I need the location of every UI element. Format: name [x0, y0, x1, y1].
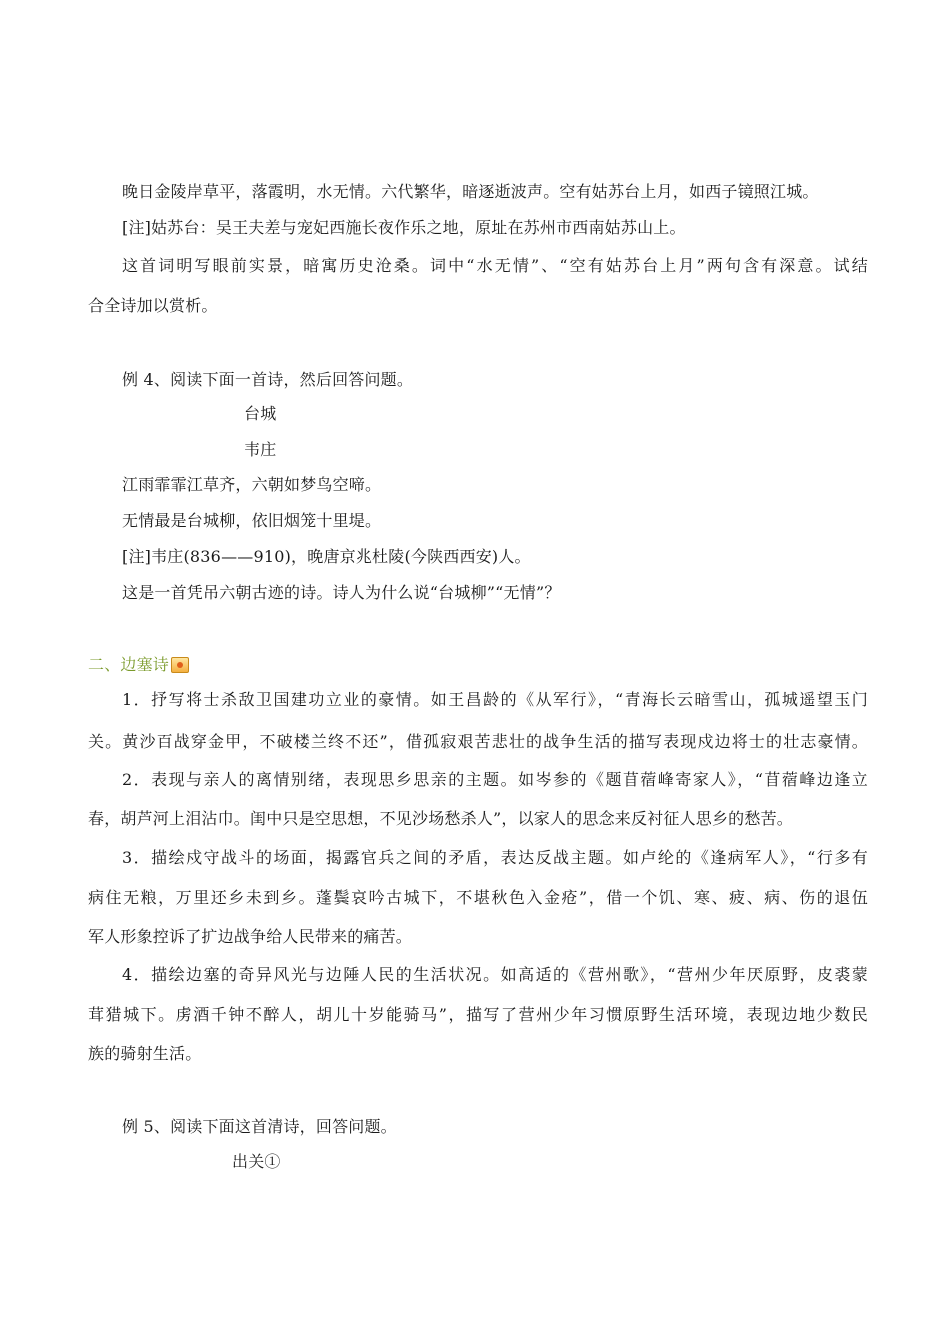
example4-title: 台城	[244, 404, 277, 423]
folder-icon	[171, 657, 189, 673]
item4-line2: 茸猎城下。虏酒千钟不醉人，胡儿十岁能骑马”，描写了营州少年习惯原野生活环境，表现边地少数民	[88, 1005, 868, 1024]
item4-line3: 族的骑射生活。	[88, 1044, 202, 1063]
example4-author: 韦庄	[244, 440, 277, 459]
item2-line1: 2．表现与亲人的离情别绪，表现思乡思亲的主题。如岑参的《题苜蓿峰寄家人》，“苜蓿峰边逢立	[122, 770, 868, 789]
item1-line2: 关。黄沙百战穿金甲，不破楼兰终不还”，借孤寂艰苦悲壮的战争生活的描写表现戍边将士的壮志豪情。	[88, 732, 868, 751]
item3-line1: 3．描绘戍守战斗的场面，揭露官兵之间的矛盾，表达反战主题。如卢纶的《逢病军人》，“行多有	[122, 848, 868, 867]
item2-line2: 春，胡芦河上泪沾巾。闺中只是空思想，不见沙场愁杀人”，以家人的思念来反衬征人思乡的愁苦。	[88, 809, 793, 828]
section-heading	[88, 655, 868, 675]
example4-question: 这是一首凭吊六朝古迹的诗。诗人为什么说“台城柳”“无情”？	[122, 583, 561, 602]
example4-intro: 例 4、阅读下面一首诗，然后回答问题。	[122, 370, 414, 389]
section-heading-text: 二、边塞诗	[88, 655, 170, 674]
example4-verse1: 江雨霏霏江草齐，六朝如梦鸟空啼。	[122, 475, 382, 494]
example5-title: 出关①	[232, 1152, 281, 1171]
poem-text: 晚日金陵岸草平，落霞明，水无情。六代繁华，暗逐逝波声。空有姑苏台上月，如西子镜照江城。	[122, 182, 819, 201]
poem-question-line1: 这首词明写眼前实景，暗寓历史沧桑。词中“水无情”、“空有姑苏台上月”两句含有深意。试结	[122, 256, 868, 275]
poem-note: [注]姑苏台：吴王夫差与宠妃西施长夜作乐之地，原址在苏州市西南姑苏山上。	[122, 218, 686, 237]
item1-line1: 1．抒写将士杀敌卫国建功立业的豪情。如王昌龄的《从军行》，“青海长云暗雪山，孤城遥望玉门	[122, 690, 868, 709]
example4-note: [注]韦庄(836——910)，晚唐京兆杜陵(今陕西西安)人。	[122, 547, 531, 566]
item3-line3: 军人形象控诉了扩边战争给人民带来的痛苦。	[88, 927, 413, 946]
item4-line1: 4．描绘边塞的奇异风光与边陲人民的生活状况。如高适的《营州歌》，“营州少年厌原野，皮裘蒙	[122, 965, 868, 984]
example5-intro: 例 5、阅读下面这首清诗，回答问题。	[122, 1117, 397, 1136]
poem-question-line2: 合全诗加以赏析。	[88, 296, 218, 315]
example4-verse2: 无情最是台城柳，依旧烟笼十里堤。	[122, 511, 382, 530]
item3-line2: 病住无粮，万里还乡未到乡。蓬鬓哀吟古城下，不堪秋色入金疮”，借一个饥、寒、疲、病、伤的退伍	[88, 888, 868, 907]
